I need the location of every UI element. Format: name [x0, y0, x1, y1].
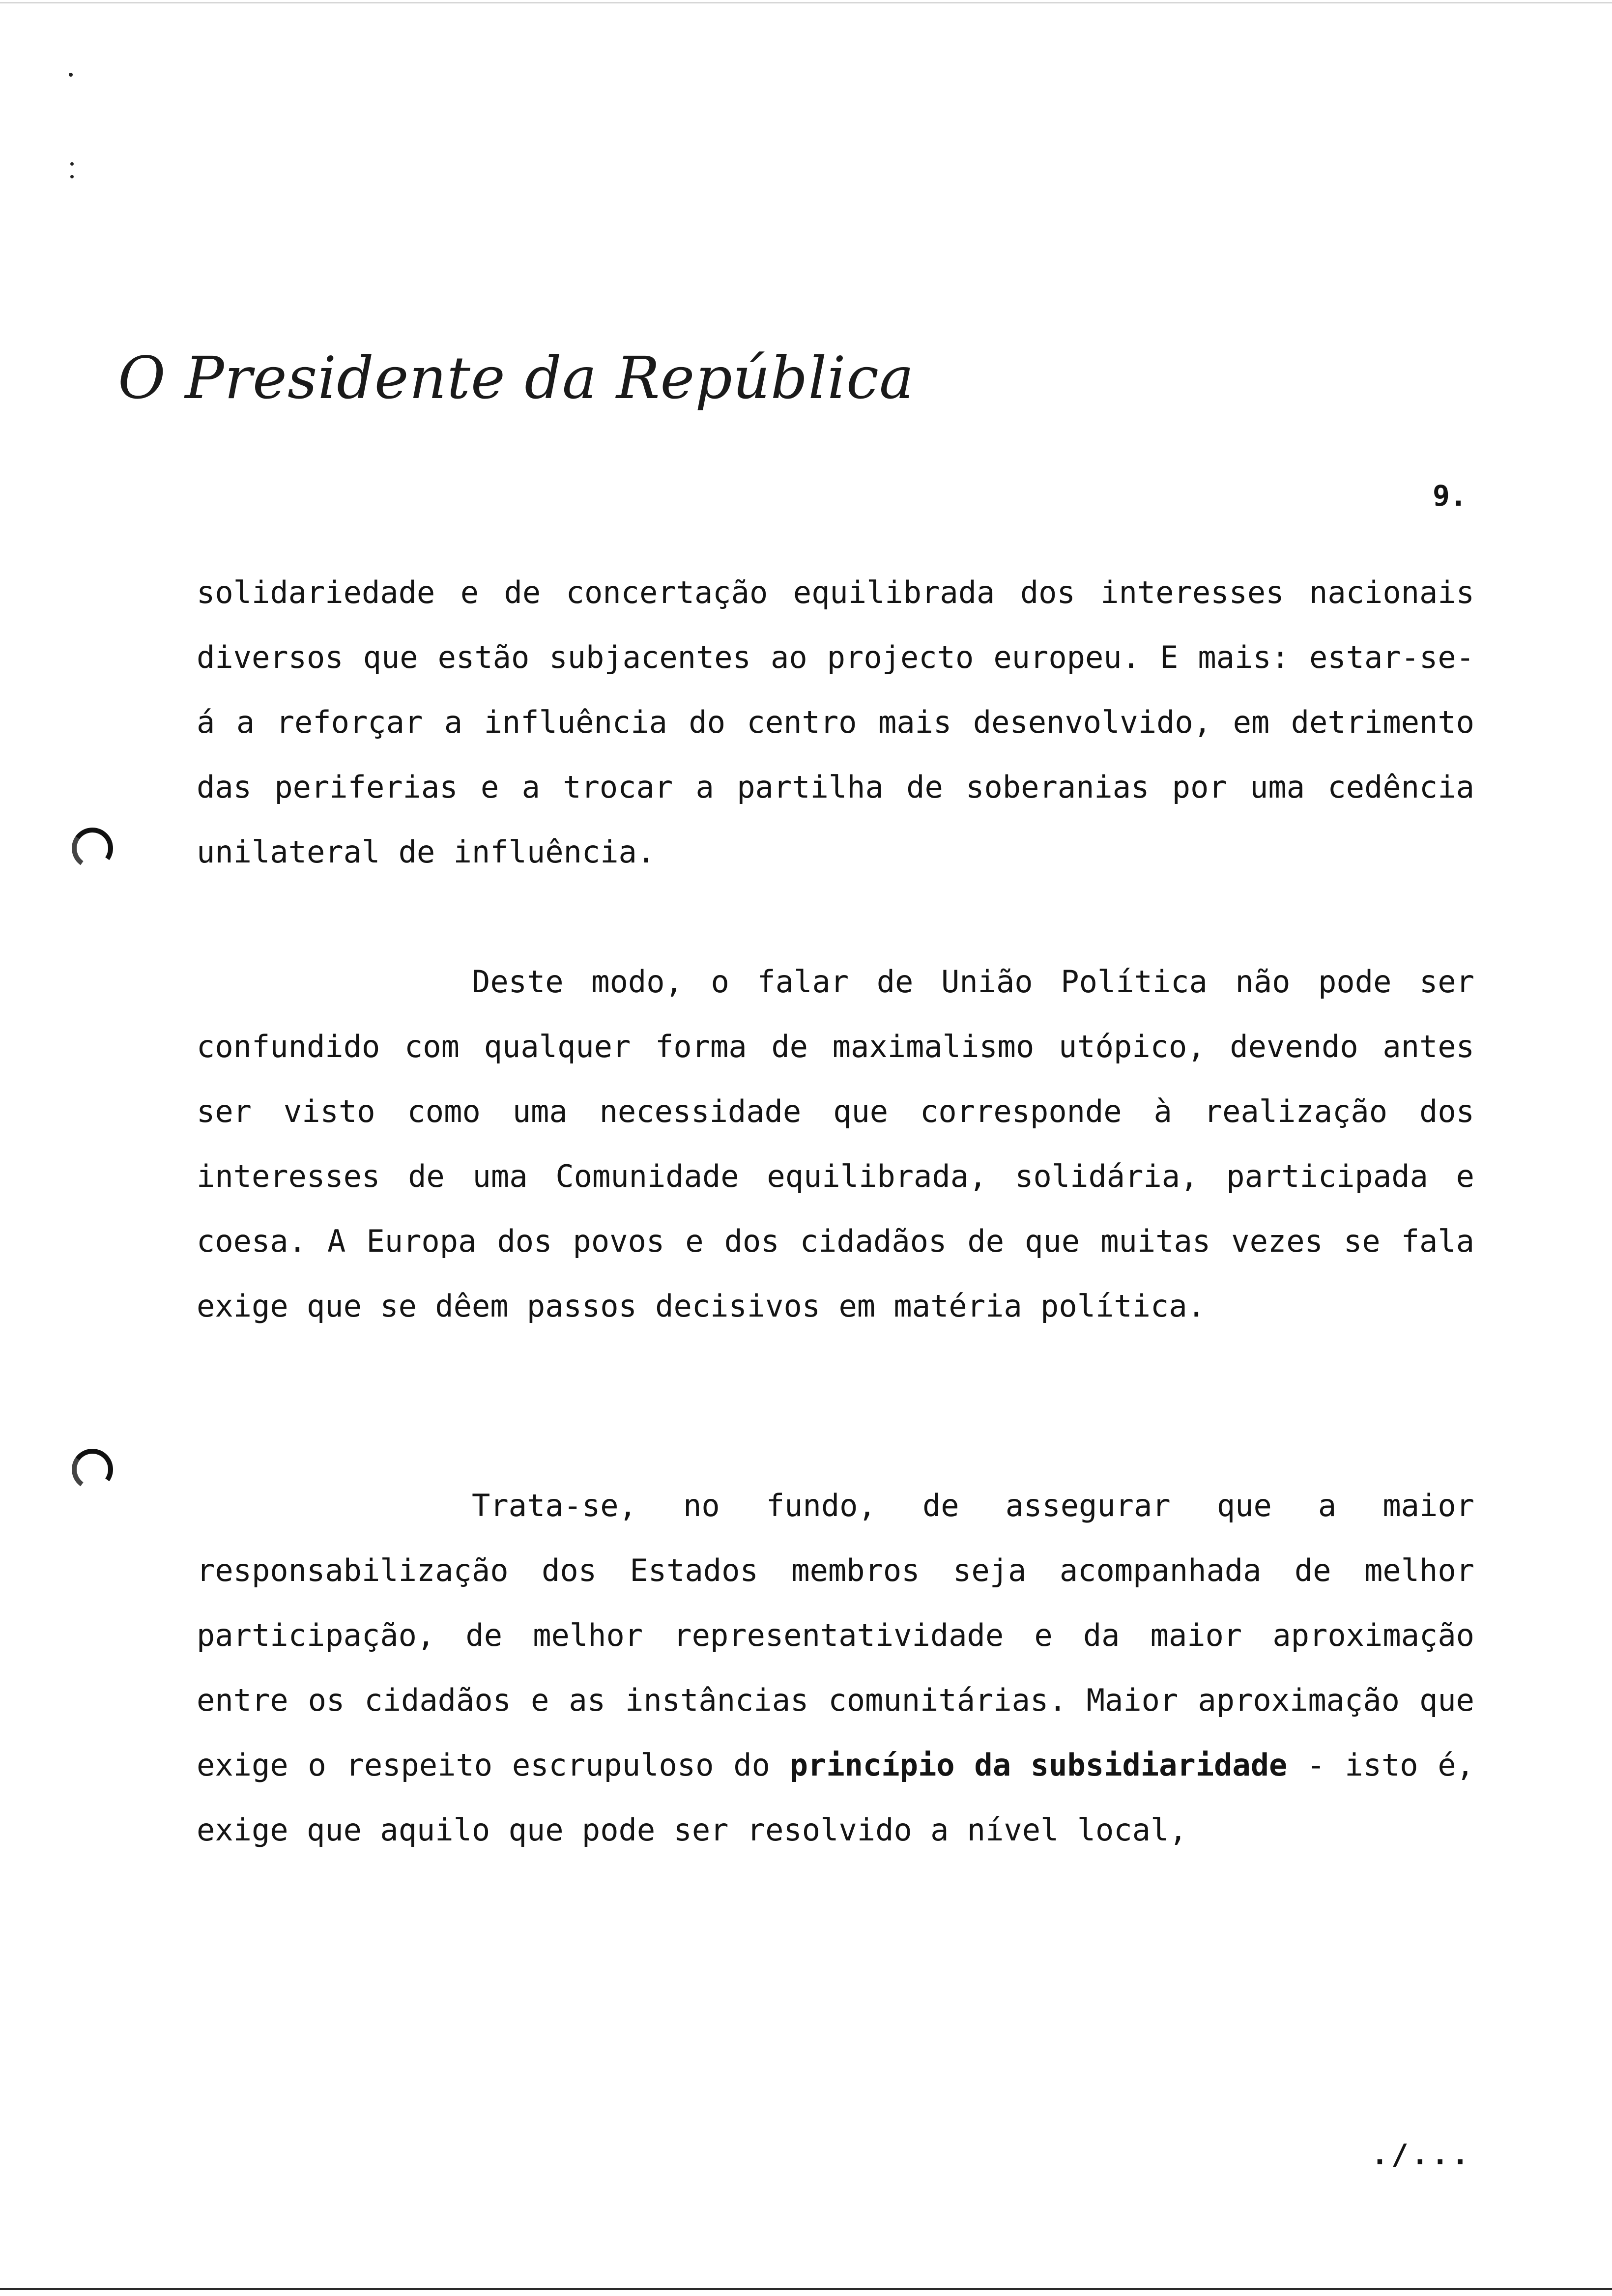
- scan-edge-bottom: [0, 2288, 1612, 2290]
- paragraph-3: [197, 1473, 1474, 1863]
- bold-phrase-subsidiarity: princípio da subsidiaridade: [789, 1747, 1288, 1783]
- scan-mark: [70, 175, 74, 178]
- paragraph-2: Deste modo, o falar de União Política não pode ser confundido com qualquer forma de maximalismo utópico, devendo antes ser visto como uma necessidade que corresponde à realização dos interesses de uma Comunidade equilibrada, solidária, participada e coesa. A Europa dos povos e dos cidadãos de que muitas vezes se fala exige que se dêem passos decisivos em matéria política.: [197, 964, 1474, 1324]
- scan-mark: [70, 162, 74, 166]
- punch-hole: [68, 824, 116, 872]
- continuation-mark: ./...: [1371, 2138, 1472, 2171]
- punch-hole: [68, 1445, 116, 1493]
- paragraph-3-text-before: Trata-se, no fundo, de assegurar que a maior responsabilização dos Estados membros seja acompanhada de melhor participação, de melhor representatividade e da maior aproximação entre os cidadãos e as instâncias comunitárias. Maior aproximação que exige o respeito escrupuloso do: [197, 1488, 1474, 1783]
- letterhead: O Presidente da República: [118, 344, 915, 412]
- paragraph-3-text-after: - isto é, exige que aquilo que pode ser resolvido a nível local,: [197, 1747, 1474, 1848]
- scan-mark: [69, 73, 73, 77]
- page-number: 9.: [1433, 479, 1467, 513]
- scan-edge-top: [0, 2, 1612, 3]
- paragraph-1: solidariedade e de concertação equilibrada dos interesses nacionais diversos que estão subjacentes ao projecto europeu. E mais: estar-se-á a reforçar a influência do centro mais desenvolvido, em detrimento das periferias e a trocar a partilha de soberanias por uma cedência unilateral de influência.: [197, 574, 1474, 870]
